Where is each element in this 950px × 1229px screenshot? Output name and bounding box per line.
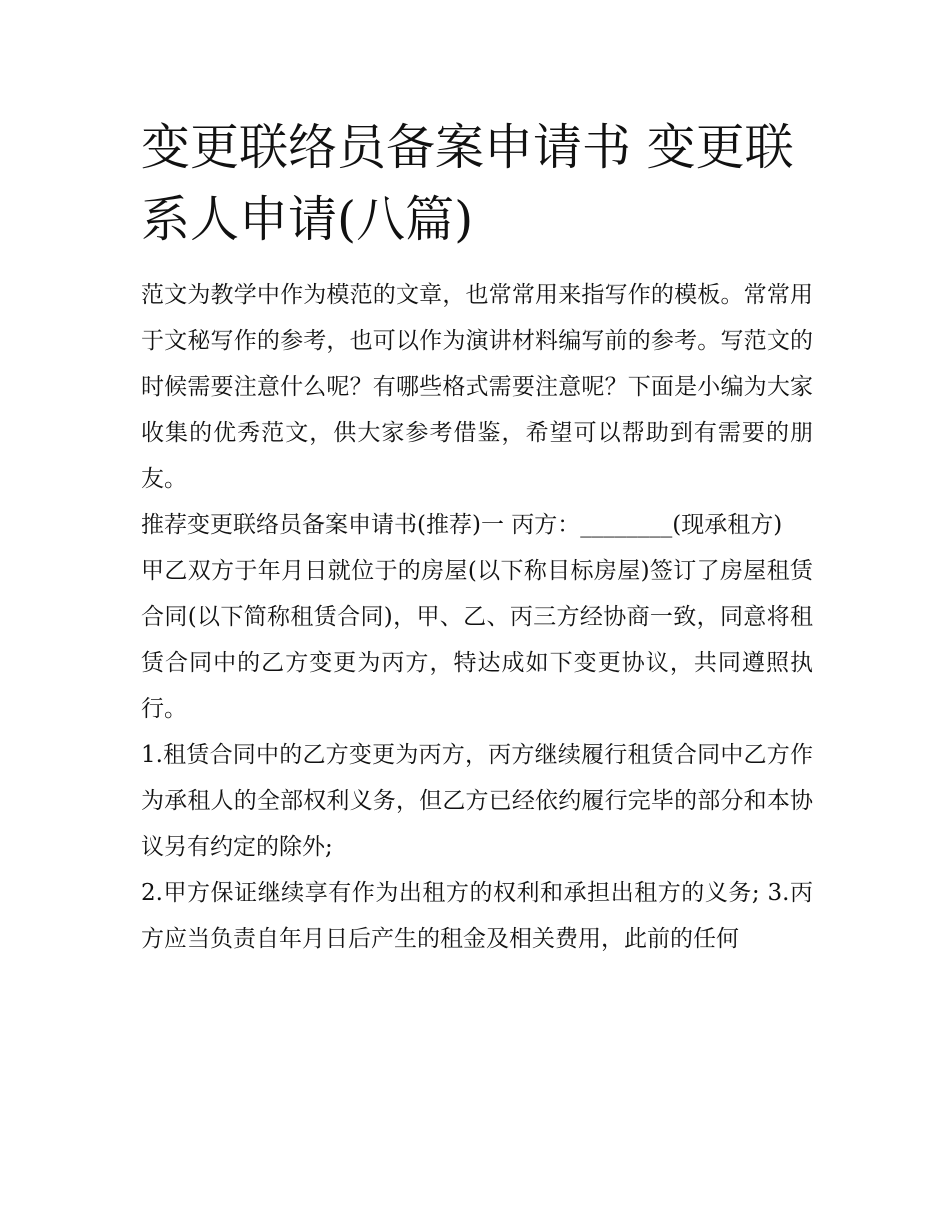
intro-paragraph: 范文为教学中作为模范的文章，也常常用来指写作的模板。常常用于文秘写作的参考，也可以作为演讲材料编写前的参考。写范文的时候需要注意什么呢？有哪些格式需要注意呢？下面是小编为大家收集的优秀范文，供大家参考借鉴，希望可以帮助到有需要的朋友。 — [141, 282, 813, 492]
document-body — [141, 272, 813, 962]
clause-1-paragraph: 1.租赁合同中的乙方变更为丙方，丙方继续履行租赁合同中乙方作为承租人的全部权利义务，但乙方已经依约履行完毕的部分和本协议另有约定的除外; — [141, 742, 813, 860]
section-heading-paragraph: 推荐变更联络员备案申请书(推荐)一 丙方：________(现承租方) — [141, 512, 783, 538]
document-title: 变更联络员备案申请书 变更联系人申请(八篇) — [141, 119, 794, 248]
document-page — [141, 112, 813, 962]
agreement-paragraph: 甲乙双方于年月日就位于的房屋(以下称目标房屋)签订了房屋租赁合同(以下简称租赁合同)，甲、乙、丙三方经协商一致，同意将租赁合同中的乙方变更为丙方，特达成如下变更协议，共同遵照执行。 — [141, 558, 813, 722]
clause-2-3-paragraph: 2.甲方保证继续享有作为出租方的权利和承担出租方的义务; 3.丙方应当负责自年月日后产生的租金及相关费用，此前的任何 — [141, 880, 813, 952]
